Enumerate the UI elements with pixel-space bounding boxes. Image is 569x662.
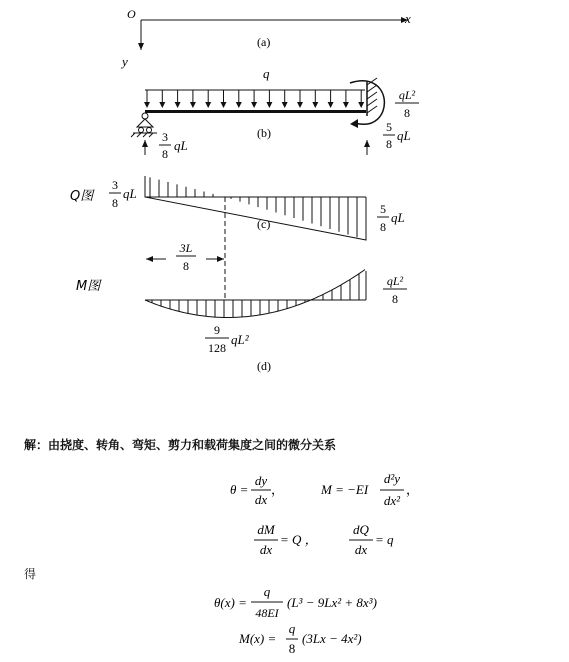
moment-right-value	[383, 274, 407, 306]
beam	[145, 110, 366, 113]
svg-text:qL²: qL²	[398, 88, 416, 102]
svg-text:128: 128	[208, 341, 226, 355]
moment-title: M图	[76, 279, 101, 294]
svg-text:48EI: 48EI	[255, 606, 279, 620]
coordinate-axes	[120, 7, 411, 69]
load-arrowhead	[282, 102, 288, 108]
load-arrowhead	[312, 102, 318, 108]
equation-dQ	[349, 522, 394, 557]
load-arrowhead	[236, 102, 242, 108]
equation-dM	[254, 522, 318, 557]
load-arrowhead	[144, 102, 150, 108]
svg-text:8: 8	[380, 220, 386, 234]
x-axis-label: x	[405, 11, 411, 26]
solution-de: 得	[24, 567, 37, 581]
shear-hatching	[150, 177, 357, 237]
label-b: (b)	[257, 126, 271, 140]
svg-text:θ =: θ =	[230, 482, 249, 497]
svg-text:dy: dy	[254, 473, 268, 488]
svg-text:8: 8	[288, 641, 296, 656]
svg-text:8: 8	[392, 292, 398, 306]
load-arrowhead	[266, 102, 272, 108]
svg-text:qL: qL	[123, 186, 137, 201]
svg-text:dQ: dQ	[353, 522, 369, 537]
label-d: (d)	[257, 359, 271, 373]
distributed-load-arrows	[144, 90, 364, 108]
shear-left-value	[109, 178, 137, 210]
svg-text:d²y: d²y	[383, 471, 401, 486]
equation-theta	[230, 473, 284, 507]
svg-text:qL²: qL²	[231, 332, 249, 347]
load-label: q	[263, 66, 270, 81]
beam-figure	[131, 66, 419, 161]
load-arrowhead	[343, 102, 349, 108]
svg-text:8: 8	[386, 137, 392, 151]
label-a: (a)	[257, 35, 271, 49]
svg-text:3: 3	[112, 178, 118, 192]
load-arrowhead	[328, 102, 334, 108]
svg-text:q: q	[263, 584, 271, 599]
shear-diagram	[70, 176, 405, 240]
svg-text:(L³ − 9Lx² + 8x³): (L³ − 9Lx² + 8x³)	[287, 595, 377, 610]
svg-text:qL: qL	[397, 128, 411, 143]
svg-text:3: 3	[162, 130, 168, 144]
svg-text:qL: qL	[391, 210, 405, 225]
svg-text:dx: dx	[354, 542, 368, 557]
load-arrowhead	[297, 102, 303, 108]
svg-text:8: 8	[404, 106, 410, 120]
svg-text:M = −EI: M = −EI	[321, 482, 369, 497]
solution-intro: 解：由挠度、转角、弯矩、剪力和载荷集度之间的微分关系	[24, 438, 337, 452]
shear-outline	[145, 176, 366, 240]
load-arrowhead	[221, 102, 227, 108]
y-axis-label: y	[122, 54, 128, 69]
equation-M	[320, 471, 419, 508]
result-M	[238, 621, 362, 656]
svg-text:dM: dM	[257, 522, 275, 537]
svg-text:dx: dx	[254, 492, 268, 507]
svg-text:3L: 3L	[179, 241, 193, 255]
wall-moment-label	[395, 88, 419, 120]
result-theta	[214, 584, 377, 620]
svg-text:dx: dx	[259, 542, 273, 557]
shear-right-value	[377, 202, 405, 234]
load-arrowhead	[251, 102, 257, 108]
load-arrowhead	[175, 102, 181, 108]
dimension-zero-position	[146, 240, 224, 274]
origin-label: O	[127, 7, 136, 21]
fixed-wall	[350, 78, 384, 128]
moment-hatching	[152, 274, 359, 318]
load-arrowhead	[190, 102, 196, 108]
shear-title: Q图	[70, 189, 94, 204]
svg-text:9: 9	[214, 323, 220, 337]
svg-text:5: 5	[386, 120, 392, 134]
svg-text:8: 8	[112, 196, 118, 210]
svg-text:qL²: qL²	[386, 274, 404, 288]
moment-max-value	[205, 323, 250, 355]
load-arrowhead	[205, 102, 211, 108]
svg-text:，: ，	[406, 482, 420, 497]
svg-text:8: 8	[183, 259, 189, 273]
pin-support	[131, 113, 157, 137]
moment-diagram	[76, 270, 407, 373]
svg-text:(3Lx − 4x²): (3Lx − 4x²)	[302, 631, 362, 646]
right-reaction-label	[383, 120, 411, 151]
svg-text:8: 8	[162, 147, 168, 161]
load-arrowhead	[358, 102, 364, 108]
svg-text:qL: qL	[174, 138, 188, 153]
svg-text:M(x) =: M(x) =	[239, 631, 277, 646]
left-reaction-label	[159, 130, 188, 161]
load-arrowhead	[159, 102, 165, 108]
svg-text:= q: = q	[375, 532, 394, 547]
label-c: (c)	[257, 217, 271, 231]
svg-text:= Q ，: = Q ，	[280, 532, 318, 547]
svg-text:dx²: dx²	[383, 493, 401, 508]
svg-text:，: ，	[271, 482, 285, 497]
svg-text:θ(x) =: θ(x) =	[214, 595, 247, 610]
svg-text:5: 5	[380, 202, 386, 216]
svg-text:q: q	[288, 621, 296, 636]
